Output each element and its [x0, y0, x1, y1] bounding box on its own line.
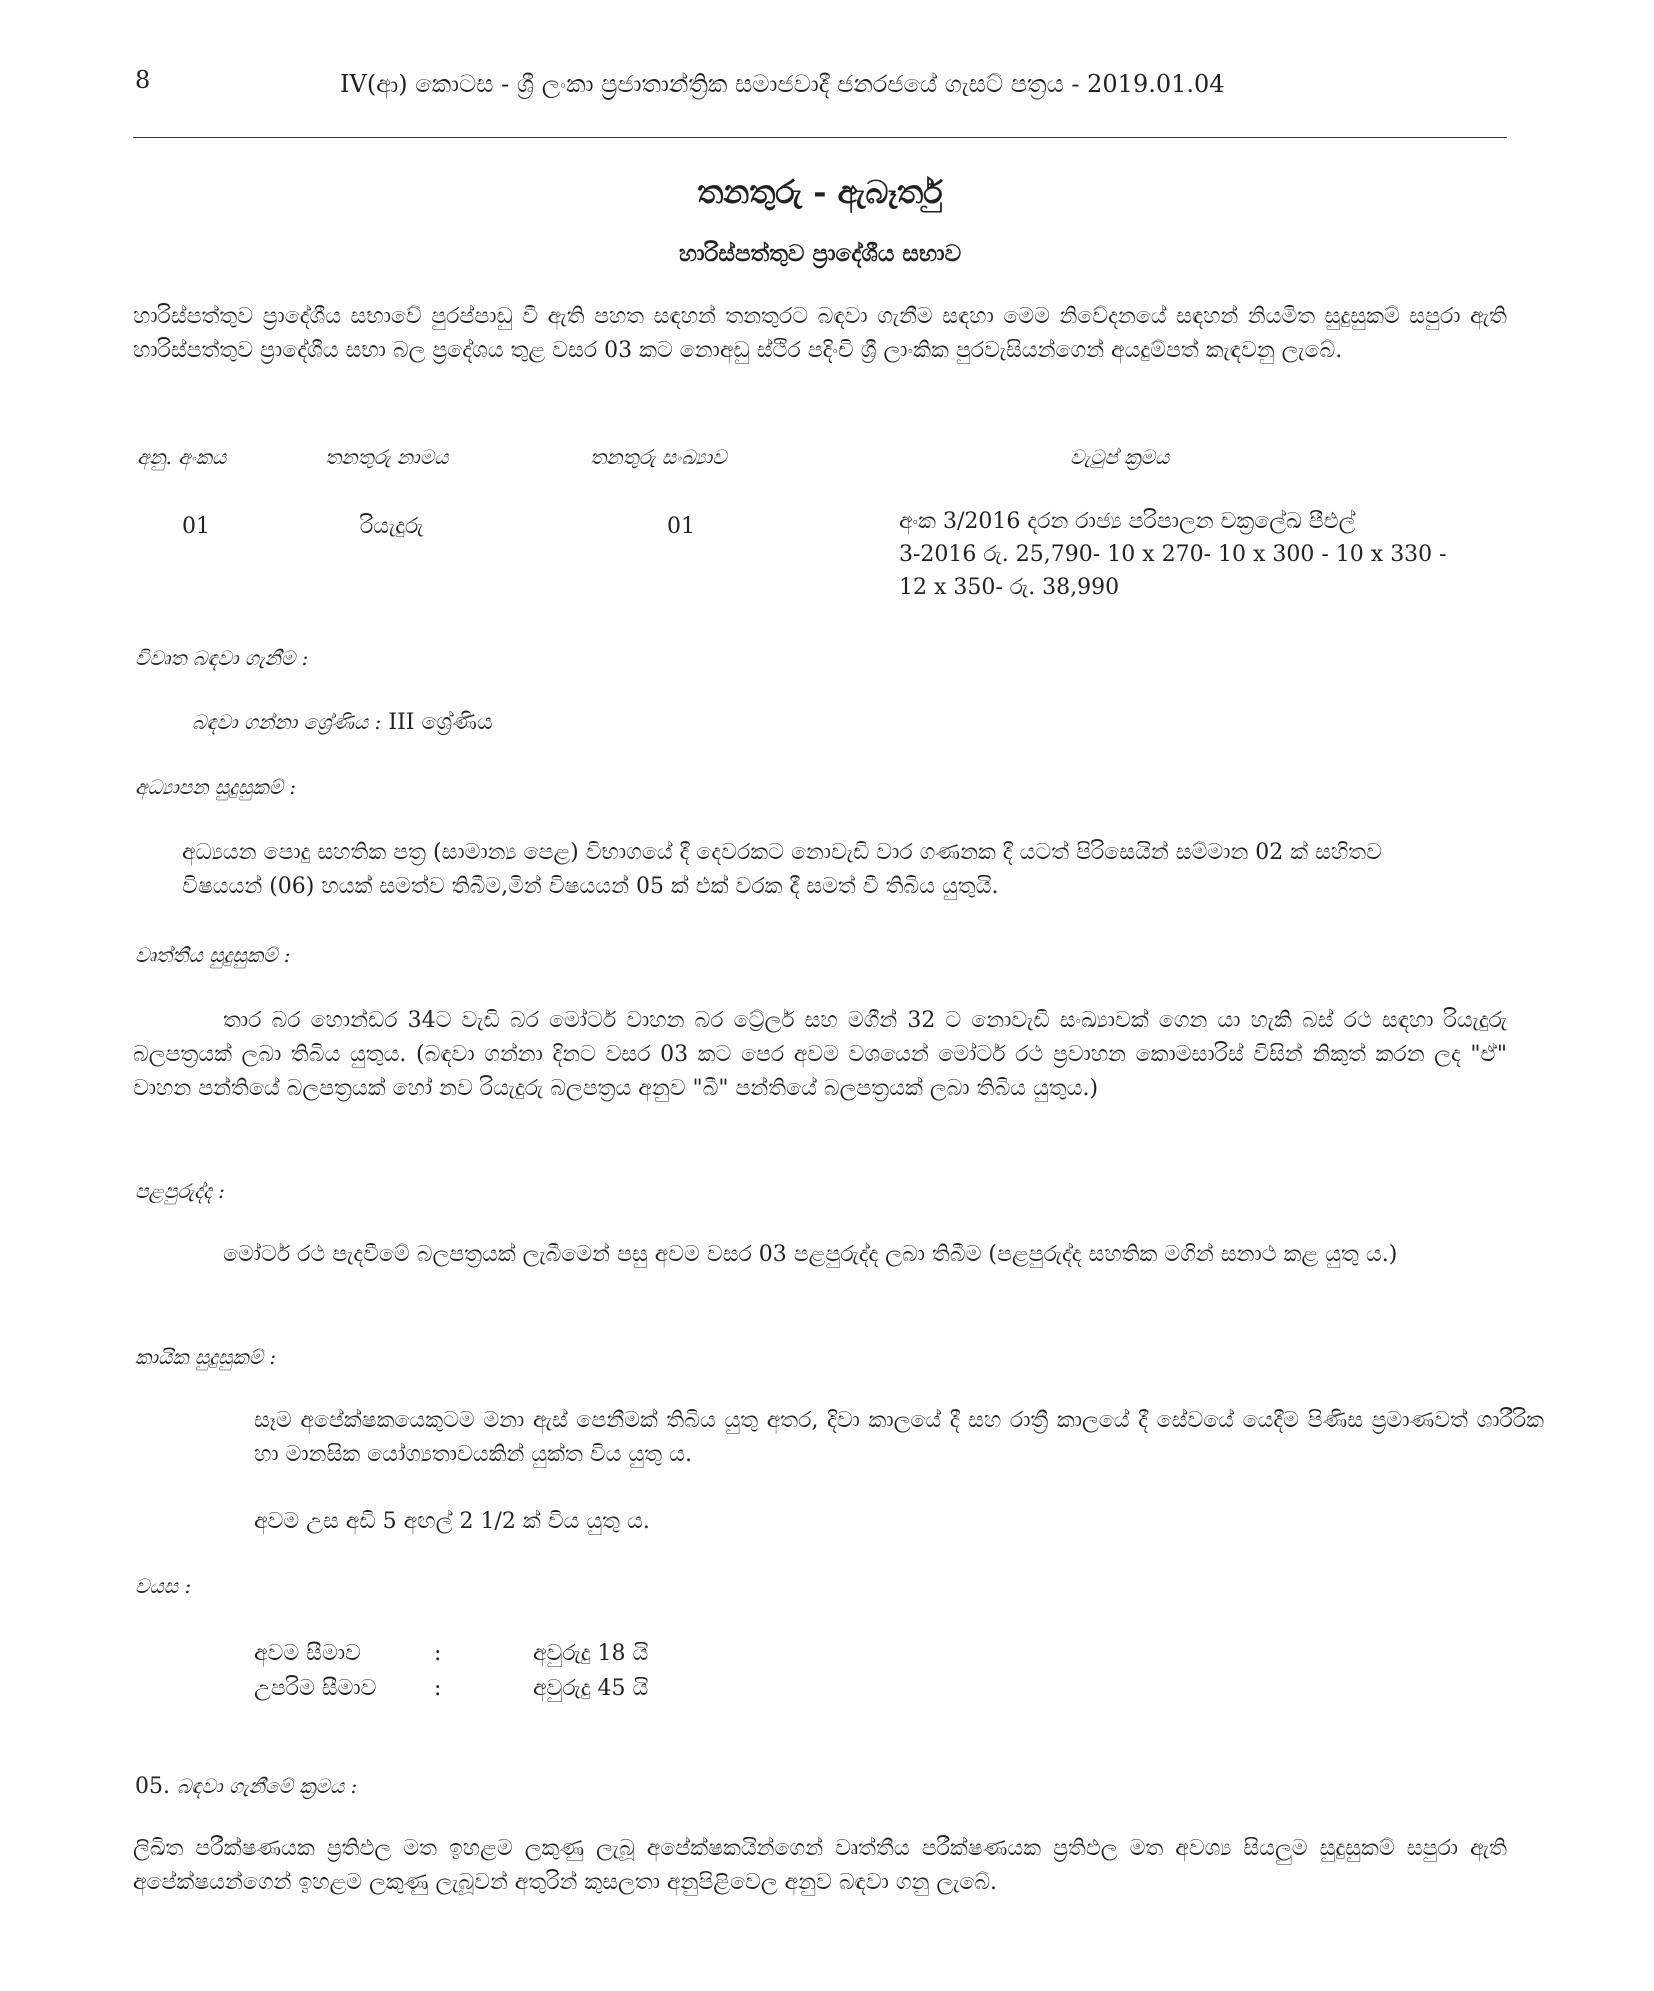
column-header-count: තනතුරු සංඛ්‍යාව [590, 445, 727, 469]
column-header-post: තනතුරු නාමය [325, 445, 449, 469]
cell-serial: 01 [182, 514, 210, 539]
age-min-label: අවම සීමාව [254, 1641, 361, 1666]
page-subtitle: හාරිස්පත්තුව ප්‍රාදේශීය සභාව [678, 240, 962, 267]
age-label: වයස : [135, 1574, 192, 1598]
experience-label: පළපුරුද්ද : [135, 1179, 225, 1203]
page-number: 8 [135, 66, 151, 94]
page-title: තනතුරු - ඇබෑර්තු [697, 173, 943, 211]
salary-line: 3-2016 රු. 25,790- 10 x 270- 10 x 300 - 10 x 330 - [899, 542, 1447, 567]
professional-text: තාර බර හොන්ඩර 34ට වැඩි බර මෝටර් වාහන බර ට්‍රේලර් සහ මගීන් 32 ට නොවැඩි සංඛ්‍යාවක් ගෙන යා හැකි බස් රථ සඳහා රියැදුරු බලපත්‍රයක් ලබා තිබිය යුතුය. (බඳවා ගන්නා දිනට වසර 03 කට පෙර අවම වශයෙන් මෝටර් රථ ප්‍රවාහන කොමසාරිස් විසින් නිකුත් කරන ලද "ඒ" වාහන පන්තියේ බලපත්‍රයක් හෝ නව රියැදුරු බලපත්‍රය අනුව "බී" පන්තියේ බලපත්‍රයක් ලබා තිබිය යුතුය.) [133, 1008, 1507, 1102]
education-label: අධ්‍යාපන සුදුසුකම් : [135, 775, 297, 799]
grade-label: බඳවා ගන්නා ශ්‍රේණිය : [192, 710, 382, 734]
age-min-colon: : [434, 1641, 442, 1666]
method-heading [135, 1770, 357, 1804]
salary-line: අංක 3/2016 දරන රාජ්‍ය පරිපාලන චක්‍රලේඛ පීඑල් [899, 509, 1356, 534]
education-text: අධ්‍යයන පොදු සහතික පත්‍ර (සාමාන්‍ය පෙළ) විභාගයේ දී දෙවරකට නොවැඩි වාර ගණනක දී යටත් පිරිසෙයින් සම්මාන 02 ක් සහිතව විෂයයන් (06) හයක් සමත්ව තිබීම,මින් විෂයයන් 05 ක් එක් වරක දී සමත් වී තිබිය යුතුයි. [182, 840, 1382, 900]
height-requirement: අවම උස අඩි 5 අඟල් 2 1/2 ක් විය යුතු ය. [254, 1509, 650, 1534]
gazette-header-title: IV(ආ) කොටස - ශ්‍රී ලංකා ප්‍රජාතාන්ත්‍රික සමාජවාදී ජනරජයේ ගැසට් පත්‍රය - 2019.01.04 [340, 70, 1225, 98]
age-max-colon: : [434, 1676, 442, 1701]
professional-label: වෘත්තීය සුදුසුකම් : [135, 943, 291, 967]
cell-salary [899, 505, 1479, 604]
header-divider [133, 137, 1507, 138]
method-text: ලිඛිත පරීක්ෂණයක ප්‍රතිඵල මත ඉහළම ලකුණු ලැබූ අපේක්ෂකයින්ගෙන් වෘත්තීය පරීක්ෂණයක ප්‍රතිඵල මත අවශ්‍ය සියලුම සුදුසුකම් සපුරා ඇති අපේක්ෂයන්ගෙන් ඉහළම ලකුණු ලැබූවන් අතුරින් කුසලතා අනුපිළිවෙල අනුව බඳවා ගනු ලැබේ. [133, 1836, 1507, 1896]
age-max-label: උපරිම සීමාව [254, 1676, 377, 1701]
method-label: බඳවා ගැනීමේ ක්‍රමය : [177, 1774, 358, 1798]
age-max-value: අවුරුදු 45 යි [533, 1676, 649, 1701]
grade-line [192, 706, 493, 740]
salary-line: 12 x 350- රු. 38,990 [899, 575, 1120, 600]
recruitment-label: විවෘත බඳවා ගැනීම : [135, 646, 309, 670]
column-header-salary: වැටුප් ක්‍රමය [1070, 445, 1170, 469]
age-min-value: අවුරුදු 18 යි [533, 1641, 649, 1666]
cell-post: රියැදුරු [360, 514, 424, 539]
method-number: 05. [135, 1774, 170, 1799]
column-header-serial: අනු. අංකය [137, 445, 227, 469]
physical-label: කායික සුදුසුකම් : [135, 1345, 277, 1369]
grade-value: III ශ්‍රේණිය [388, 710, 493, 735]
physical-text: සෑම අපේක්ෂකයෙකුටම මනා ඇස් පෙනීමක් තිබිය යුතු අතර, දිවා කාලයේ දී සහ රාත්‍රී කාලයේ දී සේවයේ යෙදීම පිණිස ප්‍රමාණවත් ශාරීරික හා මානසික යෝග්‍යතාවයකින් යුක්ත විය යුතු ය. [254, 1408, 1544, 1468]
intro-paragraph: හාරිස්පත්තුව ප්‍රාදේශීය සභාවේ පුරප්පාඩු වී ඇති පහත සඳහන් තනතුරට බඳවා ගැනීම සඳහා මෙම නිවේදනයේ සඳහන් නියමිත සුදුසුකම් සපුරා ඇති හාරිස්පත්තුව ප්‍රාදේශීය සභා බල ප්‍රදේශය තුළ වසර 03 කට නොඅඩු ස්ථිර පදිංචි ශ්‍රී ලාංකික පුරවැසියන්ගෙන් අයදුම්පත් කැඳවනු ලැබේ. [133, 304, 1507, 364]
experience-text: මෝටර් රථ පැදවීමේ බලපත්‍රයක් ලැබීමෙන් පසු අවම වසර 03 පළපුරුද්ද ලබා තිබීම (පළපුරුද්ද සහතික මගින් සනාථ කළ යුතු ය.) [223, 1242, 1398, 1267]
cell-count: 01 [667, 514, 695, 539]
